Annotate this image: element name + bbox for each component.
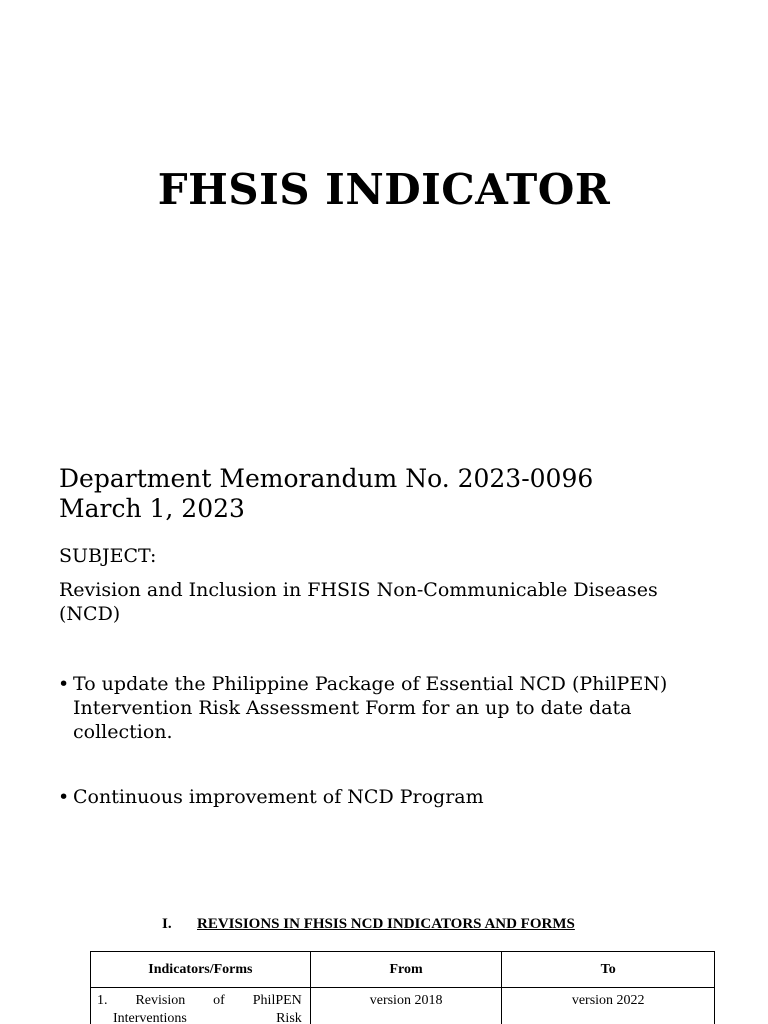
memo-block (59, 464, 739, 626)
column-header-to: To (502, 952, 715, 988)
indicator-line-1 (97, 992, 302, 1010)
page-title: FHSIS INDICATOR (157, 165, 611, 214)
indicator-word: Risk (276, 1011, 302, 1024)
subject-text: Revision and Inclusion in FHSIS Non-Communicable Diseases (NCD) (59, 579, 658, 625)
from-cell: version 2018 (310, 988, 502, 1024)
section-number: I. (162, 916, 172, 932)
bullet-list (58, 672, 718, 744)
table-header-row (91, 952, 715, 988)
section-heading (162, 914, 575, 934)
bullet-icon: • (58, 786, 70, 808)
revisions-table (90, 951, 715, 1024)
column-header-indicators: Indicators/Forms (91, 952, 311, 988)
bullet-icon: • (58, 673, 70, 695)
indicator-word: Interventions (113, 1011, 187, 1024)
bullet-text: Continuous improvement of NCD Program (73, 786, 484, 808)
table-row (91, 988, 715, 1024)
indicator-cell (91, 988, 311, 1024)
subject-label: SUBJECT: (59, 545, 157, 567)
indicator-line-2 (97, 1010, 302, 1024)
to-cell: version 2022 (502, 988, 715, 1024)
section-title: REVISIONS IN FHSIS NCD INDICATORS AND FORMS (197, 916, 575, 932)
memo-date: March 1, 2023 (59, 494, 245, 523)
title-slide (0, 0, 768, 420)
indicator-word: PhilPEN (252, 993, 302, 1008)
indicator-word: Revision (135, 993, 186, 1008)
bullet-item (58, 672, 718, 744)
indicator-word: of (213, 993, 225, 1008)
memo-number: Department Memorandum No. 2023-0096 (59, 464, 594, 493)
bullet-item (58, 785, 718, 809)
column-header-from: From (310, 952, 502, 988)
row-index: 1. (97, 993, 108, 1008)
bullet-text: To update the Philippine Package of Essential NCD (PhilPEN) Intervention Risk Assessment Form for an up to date data collection. (73, 673, 668, 743)
bullet-list (58, 785, 718, 809)
